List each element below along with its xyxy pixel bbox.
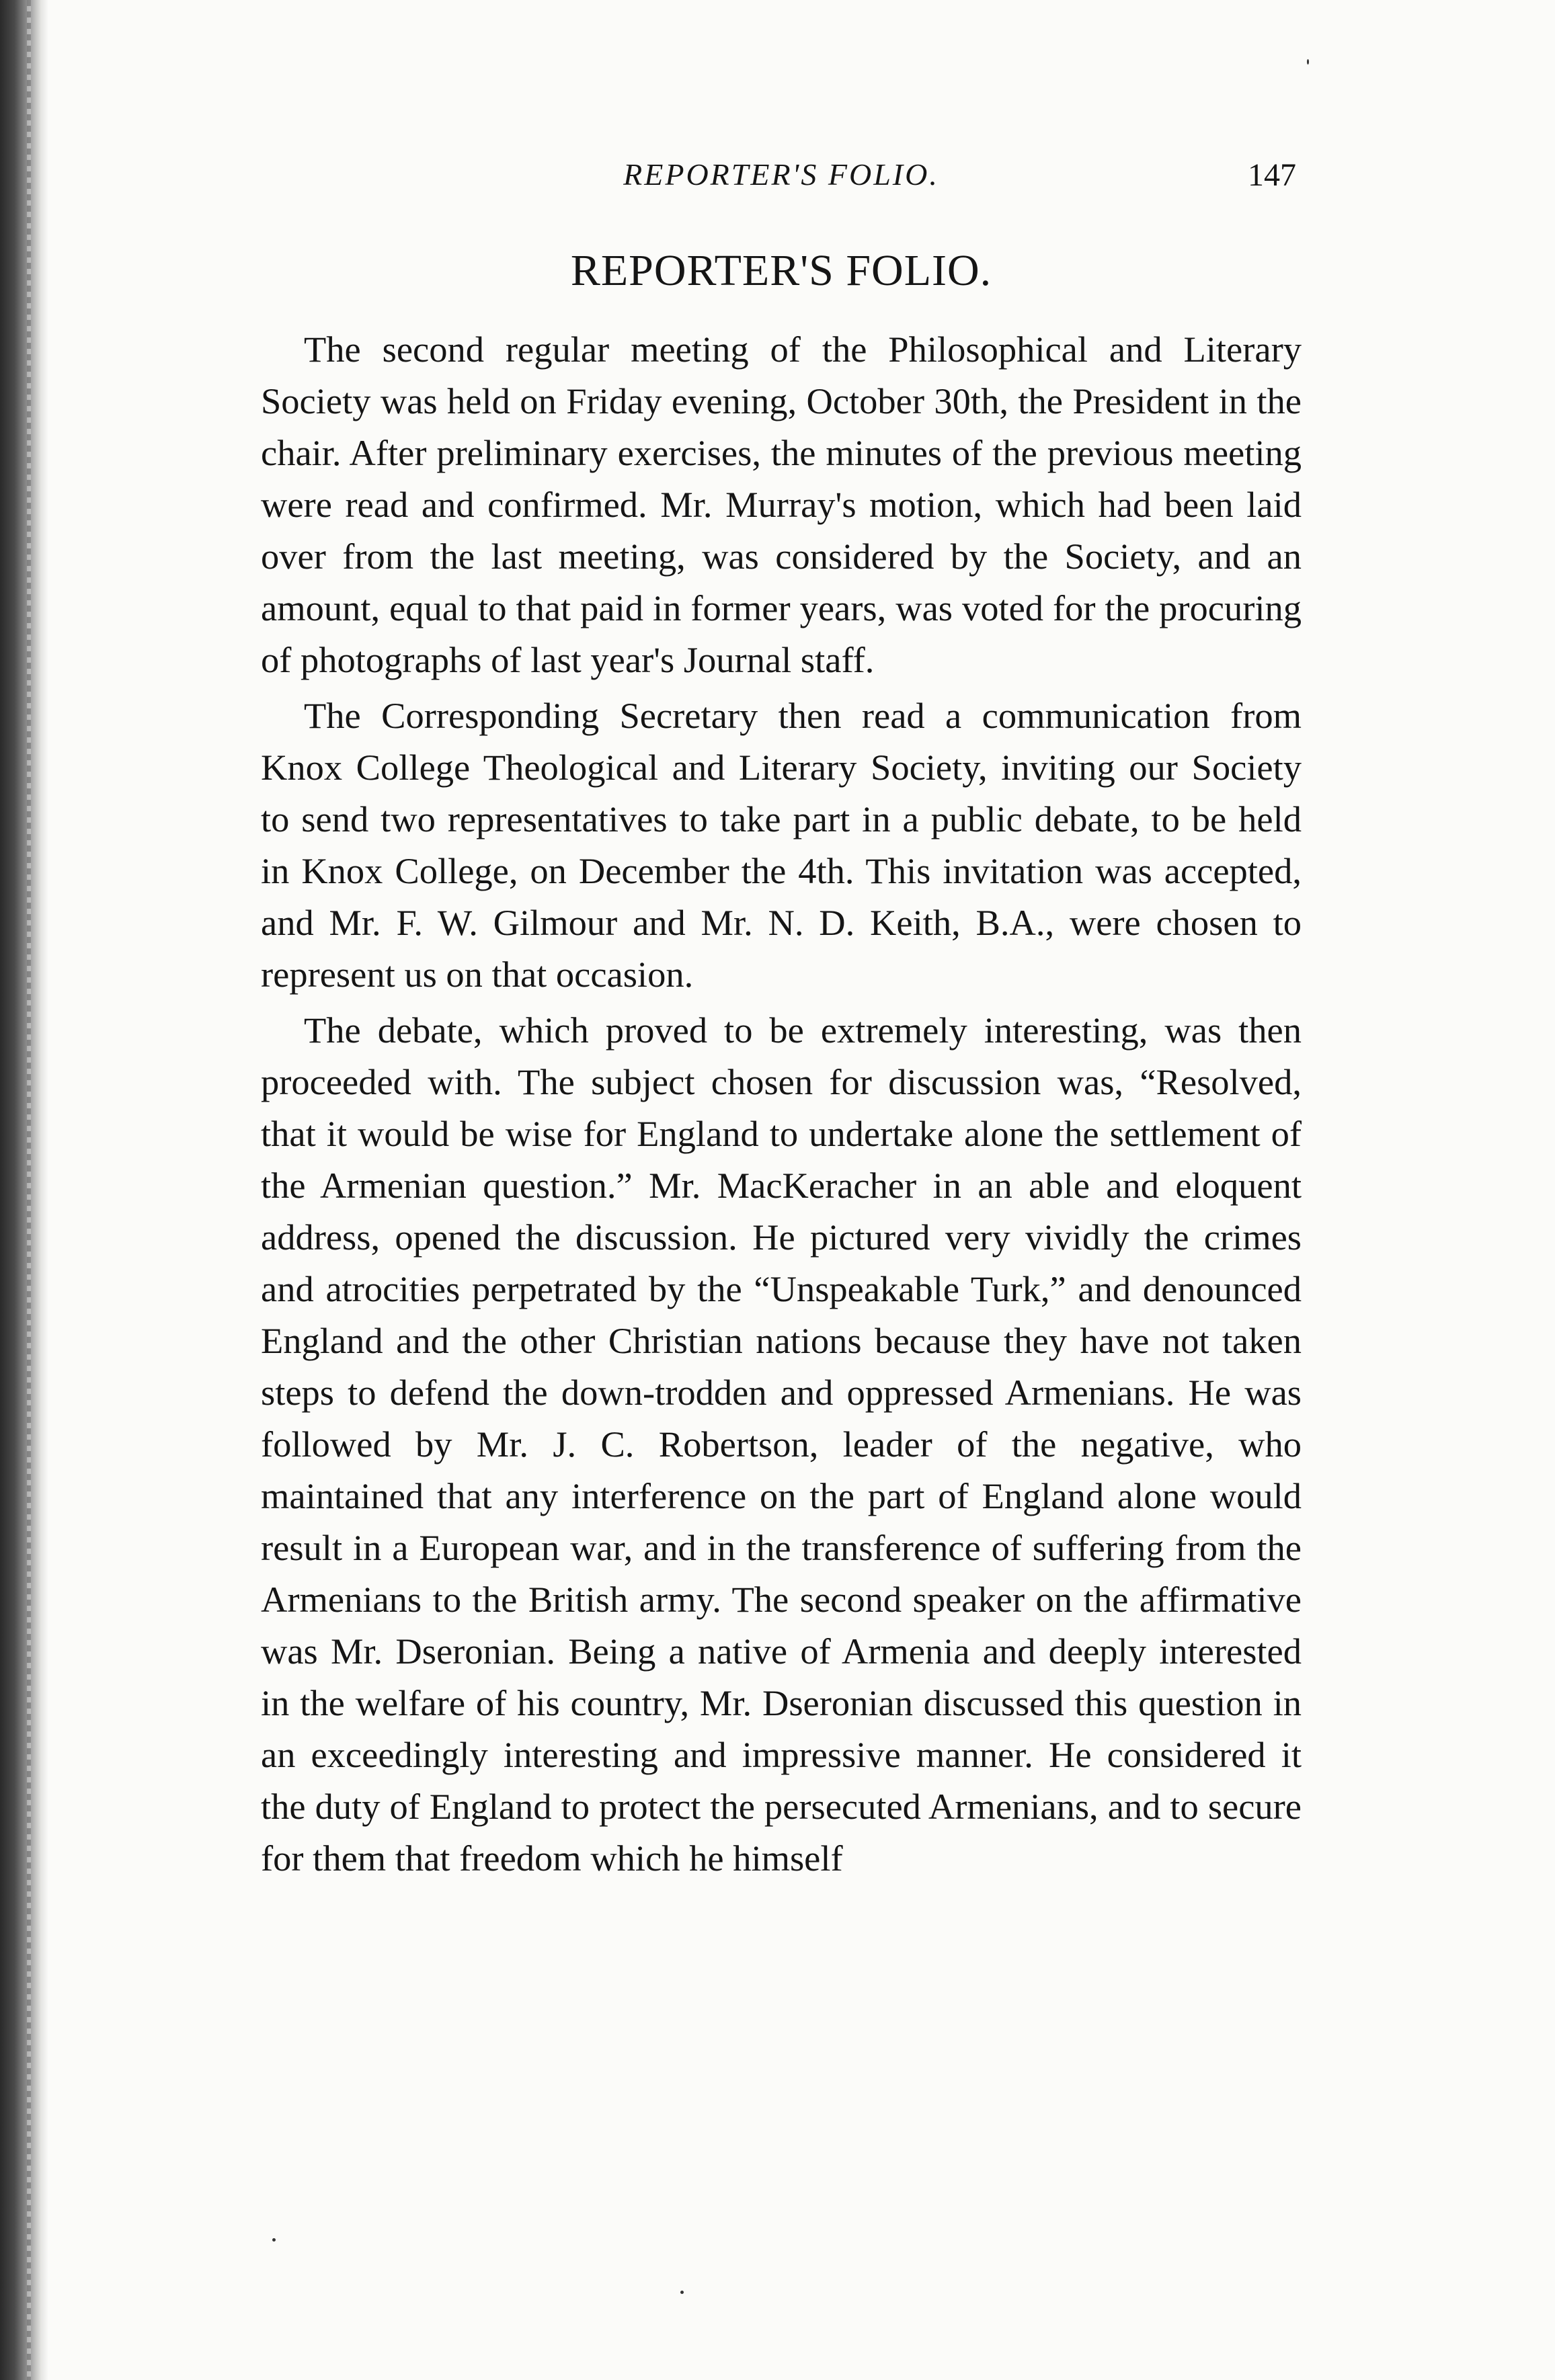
page <box>261 145 1302 1884</box>
running-head <box>261 145 1302 205</box>
scanned-binding-edge <box>0 0 48 2380</box>
scan-speck <box>680 2291 684 2294</box>
running-title: REPORTER'S FOLIO. <box>623 157 939 192</box>
article-body <box>261 323 1302 1884</box>
scan-speck <box>272 2238 276 2242</box>
paragraph-meeting: The second regular meeting of the Philosophical and Literary Society was held on Friday evening, October 30th, the President in the chair. After preliminary exercises, the minutes of the previous meeting were read and confirmed. Mr. Murray's motion, which had been laid over from the last meeting, was considered by the Society, and an amount, equal to that paid in former years, was voted for the procuring of photographs of last year's Journal staff. <box>261 329 1302 680</box>
paragraph-correspondence: The Corresponding Secretary then read a communication from Knox College Theological and Literary Society, inviting our Society to send two representatives to take part in a public debate, to be held in Knox College, on December the 4th. This invitation was accepted, and Mr. F. W. Gilmour and Mr. N. D. Keith, B.A., were chosen to represent us on that occasion. <box>261 695 1302 995</box>
page-number: 147 <box>1248 157 1296 193</box>
scan-speck <box>1307 59 1309 65</box>
paragraph-debate: The debate, which proved to be extremely interesting, was then proceeded with. The subject chosen for discussion was, “Resolved, that it would be wise for England to undertake alone the settlement of the Armenian question.” Mr. MacKeracher in an able and eloquent address, opened the discussion. He pictured very vividly the crimes and atrocities perpetrated by the “Unspeakable Turk,” and denounced England and the other Christian nations because they have not taken steps to defend the down-trodden and oppressed Armenians. He was followed by Mr. J. C. Robertson, leader of the negative, who maintained that any interference on the part of England alone would result in a European war, and in the transference of suffering from the Armenians to the British army. The second speaker on the affirmative was Mr. Dseronian. Being a native of Armenia and deeply interested in the welfare of his country, Mr. Dseronian discussed this question in an exceedingly interesting and impressive manner. He considered it the duty of England to protect the persecuted Armenians, and to secure for them that freedom which he himself <box>261 1010 1302 1879</box>
section-heading: REPORTER'S FOLIO. <box>570 246 992 295</box>
